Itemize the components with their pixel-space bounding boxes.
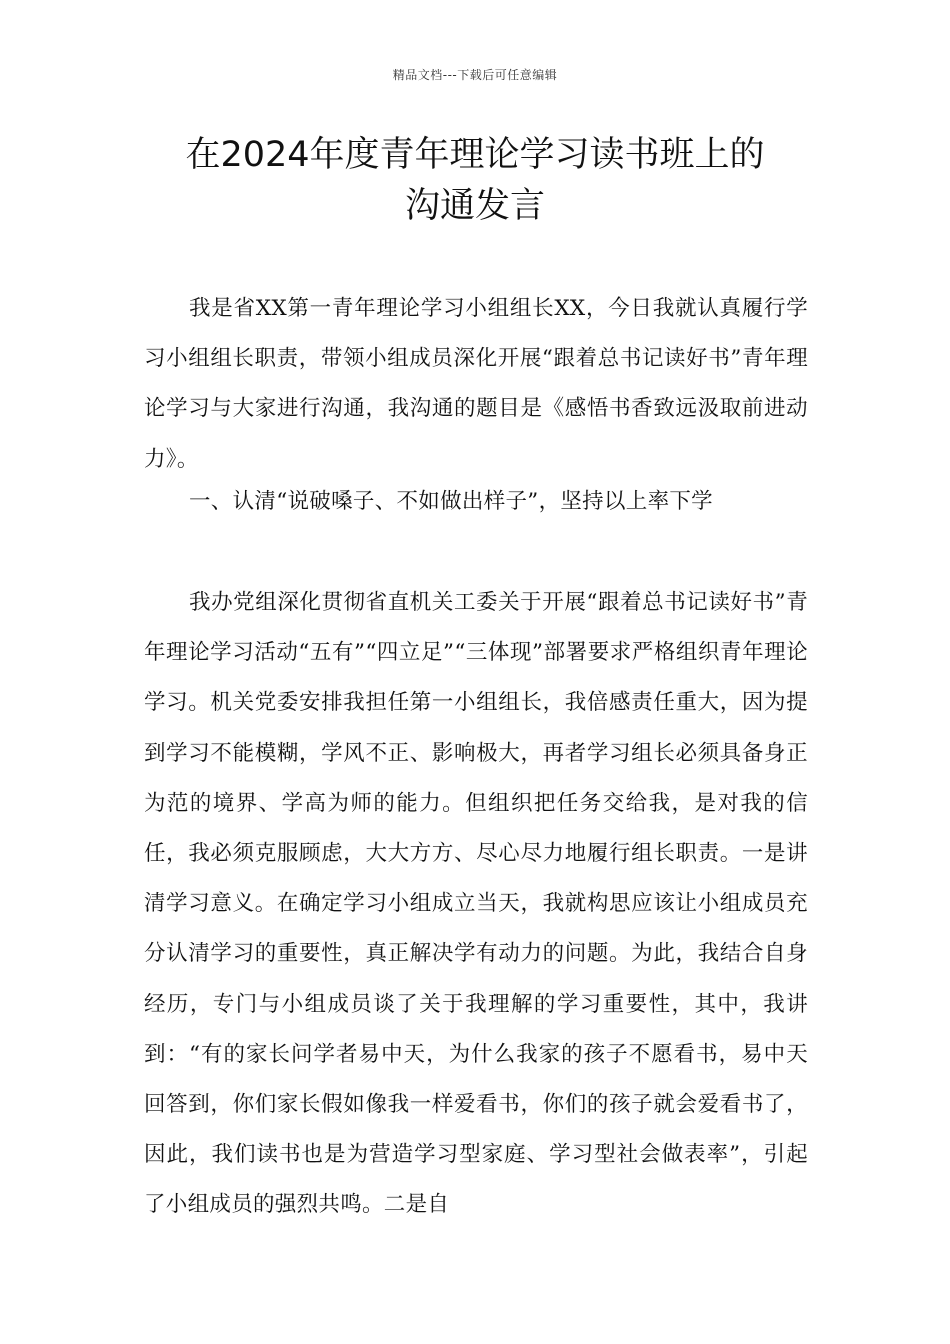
title-line-1: 在2024年度青年理论学习读书班上的	[185, 135, 765, 175]
section-heading-1: 一、认清“说破嗓子、不如做出样子”，坚持以上率下学	[189, 489, 713, 514]
header-note: 精品文档---下载后可任意编辑	[392, 68, 558, 82]
page-title	[120, 130, 830, 232]
intro-paragraph: 我是省XX第一青年理论学习小组组长XX，今日我就认真履行学习小组组长职责，带领小组成员深化开展“跟着总书记读好书”青年理论学习与大家进行沟通，我沟通的题目是《感悟书香致远汲取前进动力》。	[144, 296, 808, 472]
title-line-2: 沟通发言	[404, 186, 545, 226]
body-paragraph-1: 我办党组深化贯彻省直机关工委关于开展“跟着总书记读好书”青年理论学习活动“五有”“四立足”“三体现”部署要求严格组织青年理论学习。机关党委安排我担任第一小组组长，我倍感责任重大，因为提到学习不能模糊，学风不正、影响极大，再者学习组长必须具备身正为范的境界、学高为师的能力。但组织把任务交给我，是对我的信任，我必须克服顾虑，大大方方、尽心尽力地履行组长职责。一是讲清学习意义。在确定学习小组成立当天，我就构思应该让小组成员充分认清学习的重要性，真正解决学有动力的问题。为此，我结合自身经历，专门与小组成员谈了关于我理解的学习重要性，其中，我讲到：“有的家长问学者易中天，为什么我家的孩子不愿看书，易中天回答到，你们家长假如像我一样爱看书，你们的孩子就会爱看书了，因此，我们读书也是为营造学习型家庭、学习型社会做表率”，引起了小组成员的强烈共鸣。二是自	[144, 590, 808, 1218]
